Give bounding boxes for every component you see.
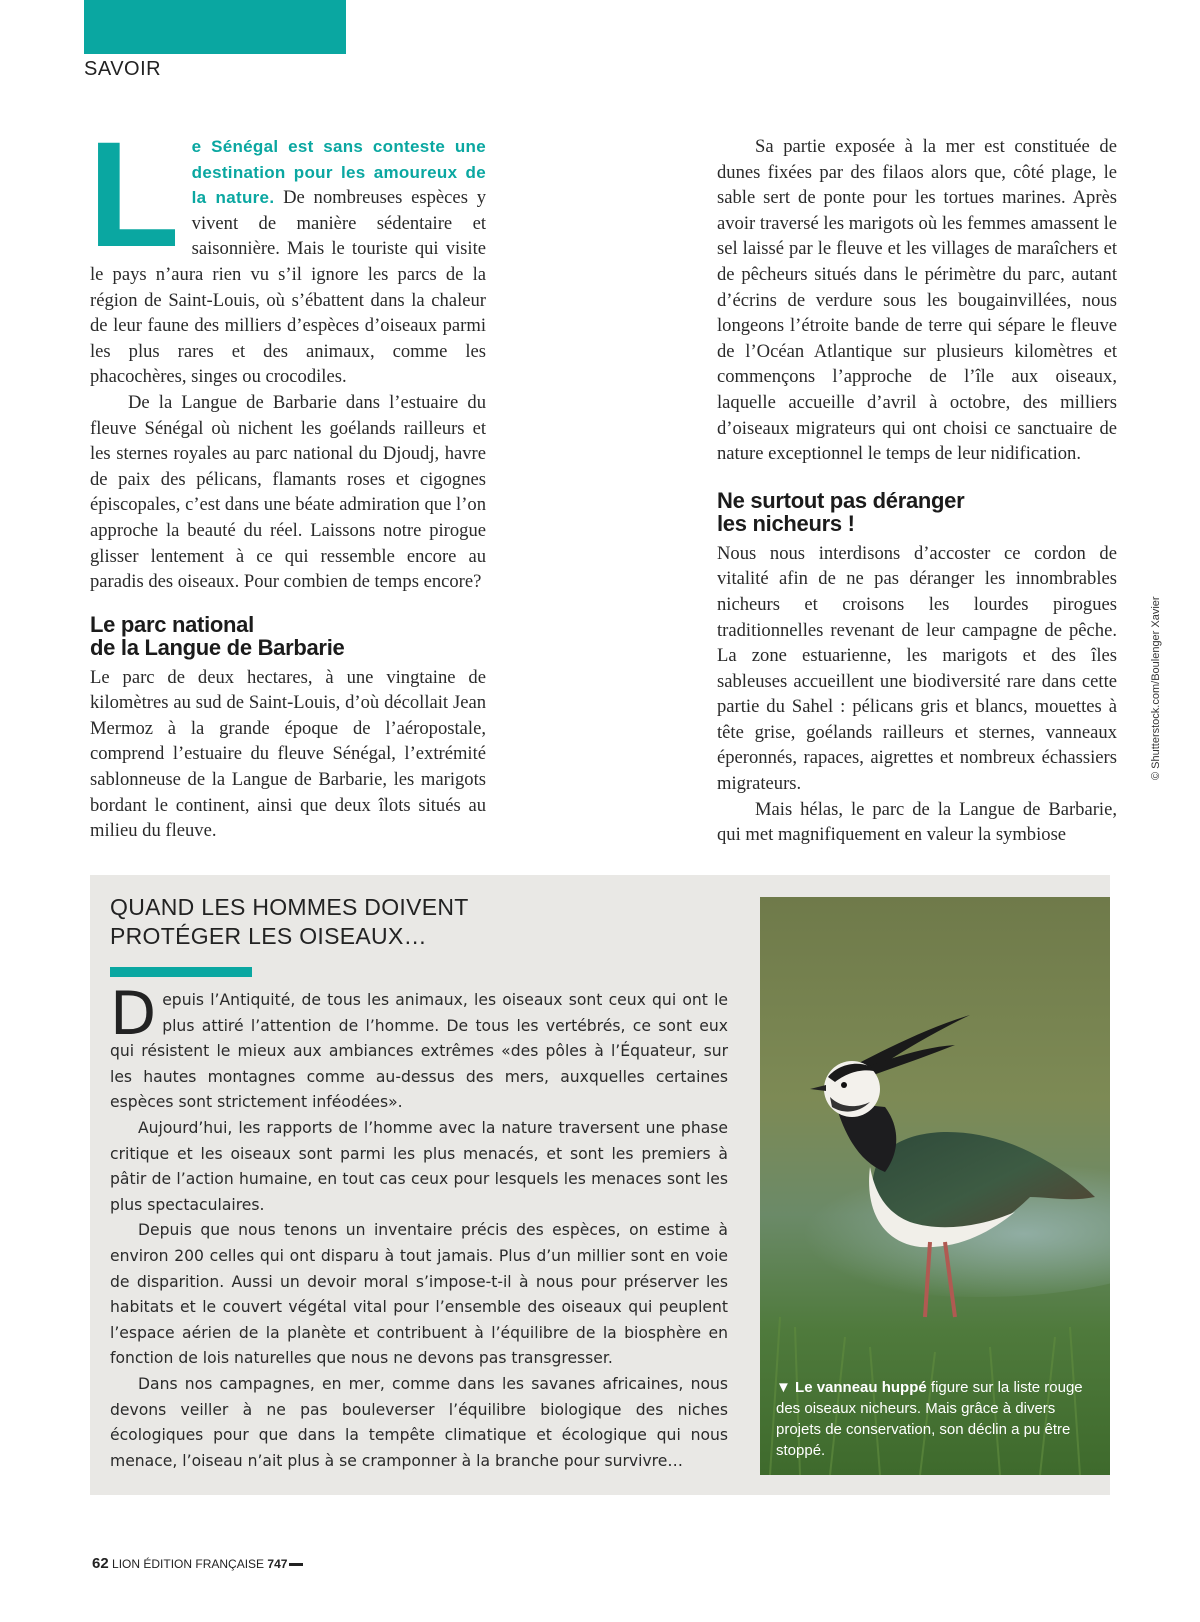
caption-highlight: Le vanneau huppé — [795, 1379, 927, 1396]
body-paragraph: Sa partie exposée à la mer est constituée de dunes fixées par des filaos alors que, côté plage, le sable sert de ponte pour les tortues marines. Après avoir traversé les marigots où les femmes amassent le sel laissé par le fleuve et les villages de maraîchers et de pêcheurs situés dans le périmètre du parc, autant d’écrins de verdure sous les bougainvillées, nous longeons l’étroite bande de terre qui sépare le fleuve de l’Océan Atlantique sur plusieurs kilomètres et commençons l’approche de l’île aux oiseaux, laquelle accueille d’avril à octobre, des milliers d’oiseaux migrateurs qui ont choisi ce sanctuaire de nature exceptionnel le temps de leur nidification. — [717, 136, 1117, 465]
section-color-bar — [84, 0, 346, 54]
lead-highlight: e Sénégal est sans conteste une destination pour les amoureux de la nature. — [191, 137, 486, 208]
sidebar-paragraph: Depuis que nous tenons un inventaire précis des espèces, on estime à environ 200 celles qui ont disparu à tout jamais. Plus d’un millier sont en voie de disparition. Aussi un devoir moral s’impose-t-il à nous pour préserver les habitats et le couvert végétal vital pour l’ensemble des oiseaux qui peuplent l’espace aérien de la planète et contribuent à l’équilibre de la biosphère en fonction de lois naturelles que nous ne devons pas transgresser. — [110, 1221, 728, 1368]
article-column-left — [88, 110, 486, 844]
lead-paragraph-text: De nombreuses espèces y vivent de manière sédentaire et saisonnière. Mais le touriste qui visite le pays n’aura rien vu s’il ignore les parcs de la région de Saint-Louis, où s’ébattent dans la chaleur de leur faune des milliers d’espèces d’oiseaux parmi les plus rares et des animaux, comme les phacochères, singes ou crocodiles. — [90, 187, 486, 388]
lead-paragraph — [88, 110, 486, 390]
drop-cap: D — [110, 979, 157, 1049]
sidebar-title-line: QUAND LES HOMMES DOIVENT — [110, 894, 469, 920]
subheading — [90, 613, 486, 659]
caption-marker-icon: ▼ — [776, 1379, 791, 1396]
publication-name: LION ÉDITION FRANÇAISE — [112, 1557, 265, 1571]
page-number: 62 — [92, 1555, 109, 1572]
sidebar-paragraph — [110, 979, 728, 1116]
sidebar-text — [110, 979, 728, 1474]
sidebar-paragraph-text: epuis l’Antiquité, de tous les animaux, les oiseaux sont ceux qui ont le plus attiré l’attention de l’homme. De tous les vertébrés, ce sont eux qui résistent le mieux aux ambiances extrêmes «des pôles à l’Équateur, sur les hautes montagnes comme au-dessus des mers, auxquelles certaines espèces sont strictement inféodées». — [110, 991, 728, 1112]
section-label: SAVOIR — [84, 58, 162, 80]
article-column-right — [717, 134, 1117, 848]
footer-dash — [289, 1563, 303, 1566]
photo-caption — [776, 1377, 1096, 1461]
body-paragraph: Nous nous interdisons d’accoster ce cordon de vitalité afin de ne pas déranger les innombrables nicheurs et croisons les lourdes pirogues traditionnelles revenant de leur campagne de pêche. La zone estuarienne, les marigots et des îles sableuses accueillent une biodiversité rare dans cette partie du Sahel : pélicans gris et blancs, mouettes à tête grise, goélands railleurs et sternes, vanneaux éperonnés, rapaces, aigrettes et nombreux échassiers migrateurs. — [717, 542, 1117, 795]
subheading-line: de la Langue de Barbarie — [90, 634, 345, 660]
sidebar-title — [110, 893, 469, 951]
sidebar-paragraph: Dans nos campagnes, en mer, comme dans les savanes africaines, nous devons veiller à ne pas bouleverser l’équilibre biologique des niches écologiques pour que dans la tempête climatique et écologique qui nous menace, l’oiseau n’ait plus à se cramponner à la branche pour survivre… — [110, 1374, 728, 1470]
sidebar-accent-rule — [110, 967, 252, 977]
lapwing-photo — [760, 897, 1110, 1475]
body-paragraph: De la Langue de Barbarie dans l’estuaire du fleuve Sénégal où nichent les goélands railleurs et les sternes royales au parc national du Djoudj, havre de paix des pélicans, flamants roses et cigognes épiscopales, c’est dans une béate admiration que l’on approche la beauté du réel. Laissons notre pirogue glisser lentement à ce qui ressemble encore au paradis des oiseaux. Pour combien de temps encore? — [90, 391, 486, 593]
sidebar-paragraph: Aujourd’hui, les rapports de l’homme avec la nature traversent une phase critique et les oiseaux sont parmi les plus menacés, et sont les premiers à pâtir de l’action humaine, en tout cas ceux pour lesquels les menaces sont les plus spectaculaires. — [110, 1118, 728, 1214]
issue-number: 747 — [267, 1557, 288, 1571]
page-footer — [92, 1555, 303, 1572]
caption-text: figure sur la liste rouge des oiseaux nicheurs. Mais grâce à divers projets de conservation, son déclin a pu être stoppé. — [776, 1379, 1083, 1459]
subheading — [717, 489, 1117, 535]
body-paragraph: Le parc de deux hectares, à une vingtaine de kilomètres au sud de Saint-Louis, d’où décollait Jean Mermoz à la grande époque de l’aéropostale, comprend l’estuaire du fleuve Sénégal, l’extrémité sablonneuse de la Langue de Barbarie, les marigots bordant le continent, ainsi que deux îlots situés au milieu du fleuve. — [90, 666, 486, 842]
sidebar-title-line: PROTÉGER LES OISEAUX… — [110, 923, 427, 949]
subheading-line: Ne surtout pas déranger — [717, 487, 965, 513]
photo-credit: © Shutterstock.com/Boulenger Xavier — [1150, 596, 1162, 780]
subheading-line: les nicheurs ! — [717, 510, 855, 536]
subheading-line: Le parc national — [90, 611, 254, 637]
body-paragraph: Mais hélas, le parc de la Langue de Barbarie, qui met magnifiquement en valeur la symbiose — [717, 798, 1117, 846]
drop-cap: L — [88, 110, 180, 278]
